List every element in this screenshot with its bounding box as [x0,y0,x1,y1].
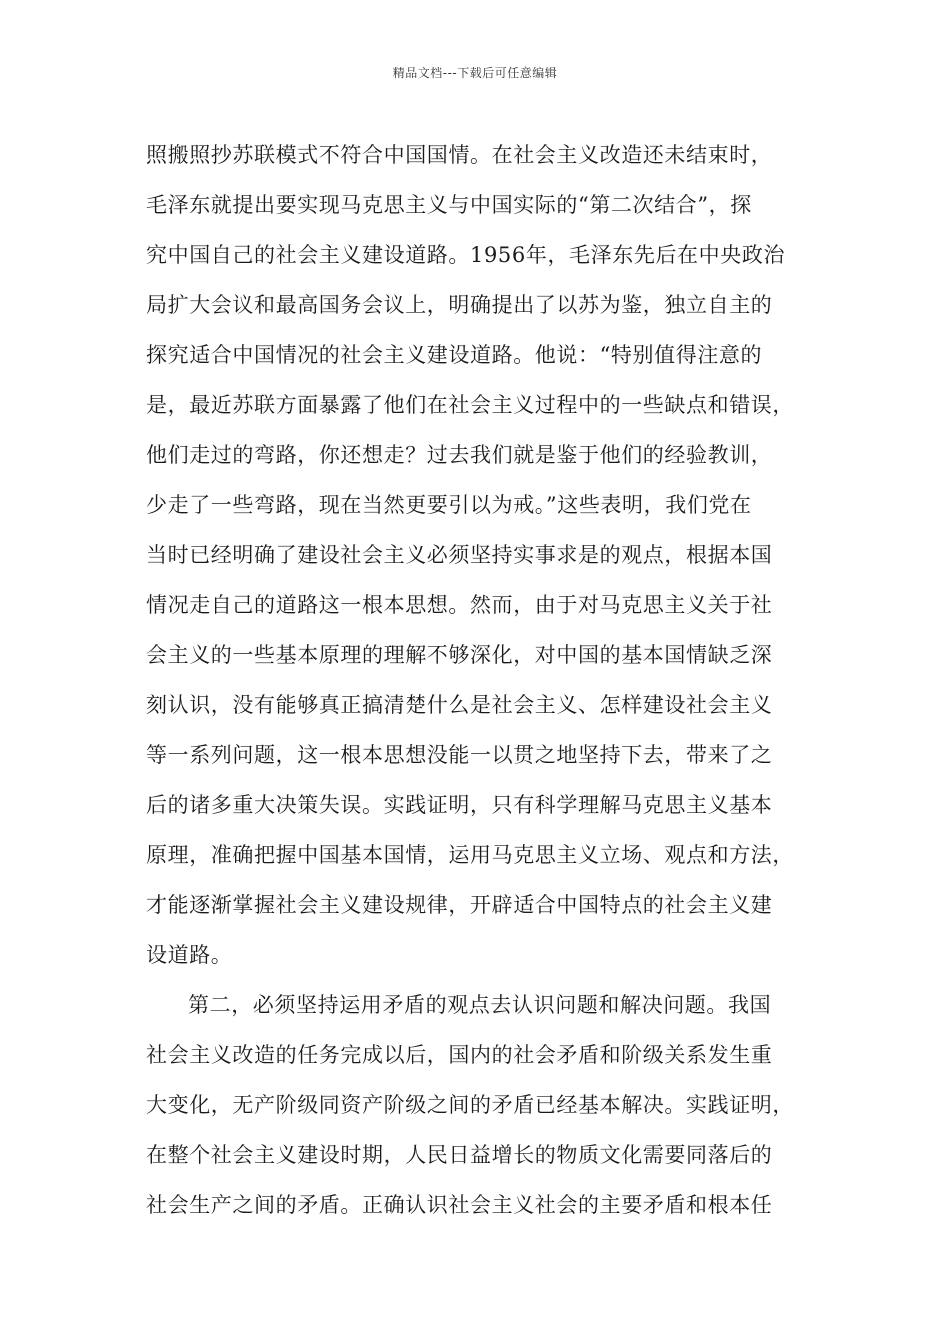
page-header: 精品文档---下载后可任意编辑 [392,66,558,80]
text-line: 才能逐渐掌握社会主义建设规律，开辟适合中国特点的社会主义建 [146,893,773,917]
text-line: 等一系列问题，这一根本思想没能一以贯之地坚持下去，带来了之 [146,743,773,767]
text-line: 在整个社会主义建设时期，人民日益增长的物质文化需要同落后的 [146,1143,773,1167]
paragraph-2 [146,980,810,1230]
text-line: 是，最近苏联方面暴露了他们在社会主义过程中的一些缺点和错误， [146,393,794,417]
text-line: 原理，准确把握中国基本国情，运用马克思主义立场、观点和方法， [146,843,794,867]
text-line: 当时已经明确了建设社会主义必须坚持实事求是的观点，根据本国 [146,543,773,567]
text-line: 社会生产之间的矛盾。正确认识社会主义社会的主要矛盾和根本任 [146,1193,773,1217]
text-line: 究中国自己的社会主义建设道路。1956年，毛泽东先后在中央政治 [146,243,786,267]
text-line: 探究适合中国情况的社会主义建设道路。他说：“特别值得注意的 [146,343,763,367]
document-body [146,130,810,1230]
text-line: 情况走自己的道路这一根本思想。然而，由于对马克思主义关于社 [146,593,773,617]
text-line: 少走了一些弯路，现在当然更要引以为戒。”这些表明，我们党在 [146,493,752,517]
text-line: 局扩大会议和最高国务会议上，明确提出了以苏为鉴，独立自主的 [146,293,773,317]
text-line: 大变化，无产阶级同资产阶级之间的矛盾已经基本解决。实践证明， [146,1093,794,1117]
text-line: 设道路。 [146,943,233,967]
text-line: 会主义的一些基本原理的理解不够深化，对中国的基本国情缺乏深 [146,643,773,667]
text-line: 毛泽东就提出要实现马克思主义与中国实际的“第二次结合”，探 [146,193,752,217]
text-line: 他们走过的弯路，你还想走？过去我们就是鉴于他们的经验教训， [146,443,773,467]
text-line: 照搬照抄苏联模式不符合中国国情。在社会主义改造还未结束时， [146,143,773,167]
text-line: 后的诸多重大决策失误。实践证明，只有科学理解马克思主义基本 [146,793,773,817]
text-line: 社会主义改造的任务完成以后，国内的社会矛盾和阶级关系发生重 [146,1043,773,1067]
paragraph-1 [146,130,810,980]
text-line: 第二，必须坚持运用矛盾的观点去认识问题和解决问题。我国 [188,993,772,1017]
text-line: 刻认识，没有能够真正搞清楚什么是社会主义、怎样建设社会主义 [146,693,773,717]
